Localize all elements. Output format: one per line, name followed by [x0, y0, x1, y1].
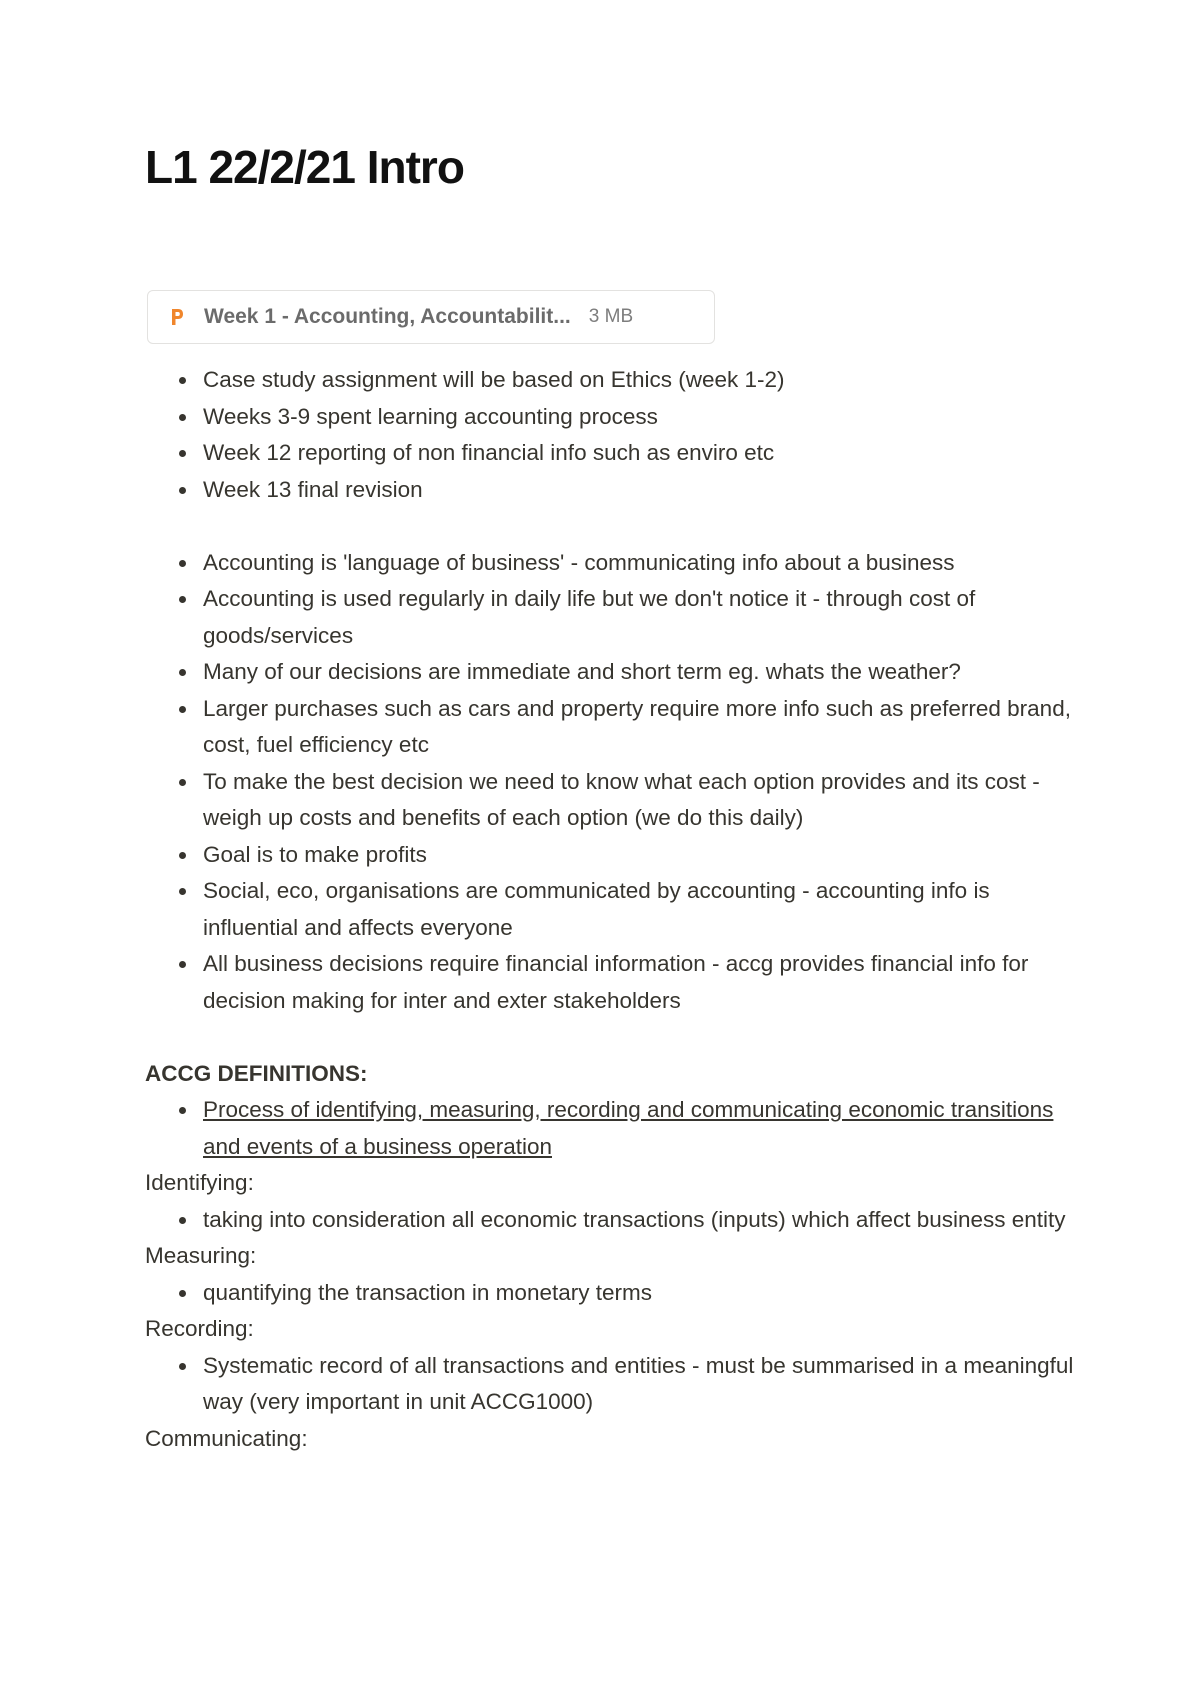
measuring-label: Measuring: — [145, 1243, 257, 1268]
course-overview-list — [145, 362, 1075, 508]
definition-list — [145, 1092, 1075, 1165]
list-item: Accounting is 'language of business' - communicating info about a business — [203, 545, 1075, 582]
list-item: To make the best decision we need to know what each option provides and its cost - weigh up costs and benefits of each option (we do this daily) — [203, 764, 1075, 837]
definitions-heading: ACCG DEFINITIONS: — [145, 1060, 368, 1086]
file-name: Week 1 - Accounting, Accountabilit... — [204, 305, 571, 328]
list-item: taking into consideration all economic transactions (inputs) which affect business entity — [203, 1202, 1075, 1239]
list-item: Week 13 final revision — [203, 472, 1075, 509]
list-item: quantifying the transaction in monetary terms — [203, 1275, 1075, 1312]
communicating-label: Communicating: — [145, 1425, 308, 1451]
list-item: Larger purchases such as cars and property require more info such as preferred brand, cost, fuel efficiency etc — [203, 691, 1075, 764]
list-item: Weeks 3-9 spent learning accounting process — [203, 399, 1075, 436]
list-item: All business decisions require financial information - accg provides financial info for decision making for inter and exter stakeholders — [203, 946, 1075, 1019]
list-item: Case study assignment will be based on Ethics (week 1-2) — [203, 362, 1075, 399]
file-attachment[interactable] — [147, 290, 715, 344]
file-size: 3 MB — [588, 306, 634, 327]
recording-label: Recording: — [145, 1316, 254, 1341]
identifying-list — [145, 1202, 1075, 1239]
list-item: Accounting is used regularly in daily life but we don't notice it - through cost of goods/services — [203, 581, 1075, 654]
recording-list — [145, 1348, 1075, 1421]
list-item: Systematic record of all transactions and entities - must be summarised in a meaningful way (very important in unit ACCG1000) — [203, 1348, 1075, 1421]
list-item: Many of our decisions are immediate and short term eg. whats the weather? — [203, 654, 1075, 691]
spacer — [145, 508, 1075, 545]
list-item: Week 12 reporting of non financial info such as enviro etc — [203, 435, 1075, 472]
list-item: Social, eco, organisations are communicated by accounting - accounting info is influential and affects everyone — [203, 873, 1075, 946]
definition-text: Process of identifying, measuring, recording and communicating economic transitions and events of a business operation — [203, 1097, 1054, 1159]
powerpoint-file-icon — [168, 307, 186, 327]
list-item — [203, 1092, 1075, 1165]
measuring-list — [145, 1275, 1075, 1312]
spacer — [145, 1019, 1075, 1056]
list-item: Goal is to make profits — [203, 837, 1075, 874]
identifying-label: Identifying: — [145, 1170, 254, 1195]
accounting-notes-list — [145, 545, 1075, 1020]
page-title: L1 22/2/21 Intro — [145, 141, 464, 193]
page-content — [145, 362, 1075, 1457]
